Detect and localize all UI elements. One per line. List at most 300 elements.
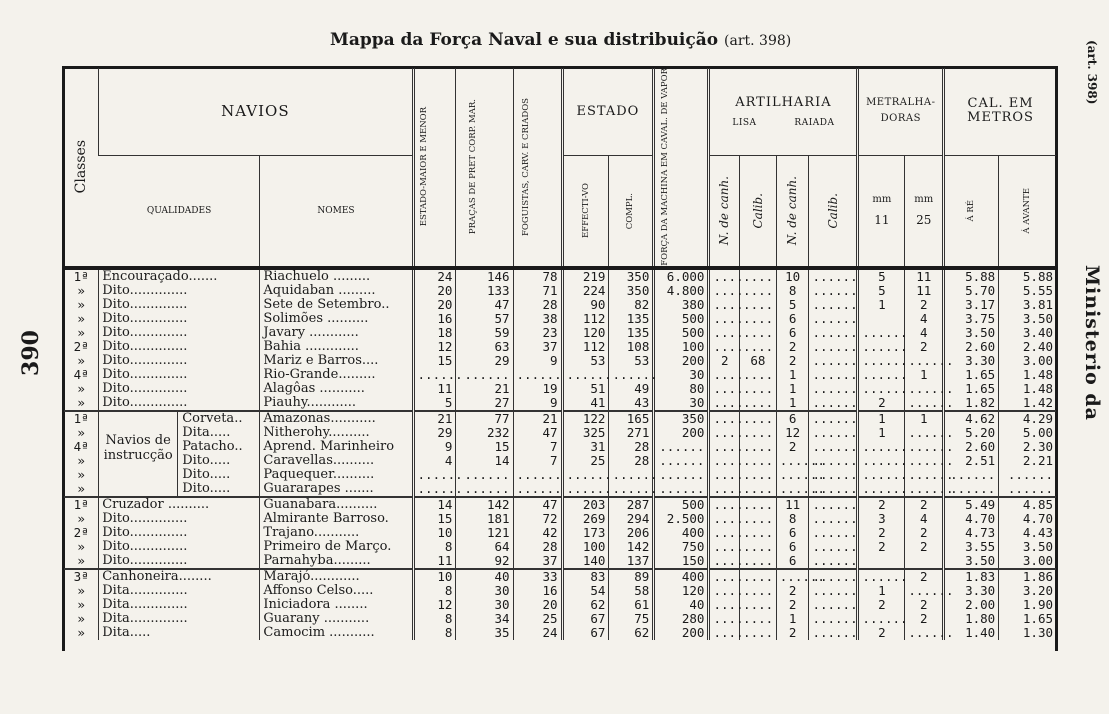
cell-co: 28 <box>609 440 654 454</box>
cell-pr: 47 <box>456 298 513 312</box>
cell-nome: Sete de Setembro.. <box>260 298 413 312</box>
table-row <box>64 540 1056 554</box>
cell-qual: Dito.............. <box>99 382 260 396</box>
cell-re: 4.73 <box>944 526 999 540</box>
cell-re: 1.80 <box>944 612 999 626</box>
cell-m11 <box>858 554 905 569</box>
cell-re: 1.83 <box>944 569 999 584</box>
cell-re: 1.40 <box>944 626 999 640</box>
cell-cl: .... <box>740 411 777 426</box>
cell-pr: 142 <box>456 497 513 512</box>
cell-co: 49 <box>609 382 654 396</box>
cell-ef: 173 <box>562 526 609 540</box>
cell-re: ...... <box>944 482 999 497</box>
cell-fc: 4.800 <box>654 284 709 298</box>
cell-m25: 11 <box>905 284 944 298</box>
cell-re: 3.50 <box>944 554 999 569</box>
cell-av: 1.30 <box>999 626 1056 640</box>
header-compl: COMPL. <box>609 155 654 268</box>
cell-qual-text: Dito..... <box>177 454 230 468</box>
cell-nome: Almirante Barroso. <box>260 512 413 526</box>
table-row <box>64 584 1056 598</box>
cell-fo: 42 <box>513 526 562 540</box>
cell-m11: 5 <box>858 268 905 284</box>
cell-cls: » <box>77 510 85 526</box>
cell-cl: .... <box>740 268 777 284</box>
cell-re: 4.70 <box>944 512 999 526</box>
cell-cls: » <box>77 452 85 468</box>
cell-pr: 232 <box>456 426 513 440</box>
cell-cls: » <box>77 610 85 626</box>
cell-cls: » <box>77 582 85 598</box>
cell-re: 2.60 <box>944 440 999 454</box>
cell-m11: ...... <box>858 454 905 468</box>
cell-cr: ...... <box>809 368 858 382</box>
cell-m25: ...... <box>905 468 944 482</box>
cell-m11: ...... <box>858 569 905 584</box>
cell-cls: 1ª <box>64 497 99 512</box>
table-row <box>64 440 1056 454</box>
cell-nl: .... <box>709 440 740 454</box>
cell-fc: 400 <box>654 569 709 584</box>
cell-re: 5.49 <box>944 497 999 512</box>
header-nomes: NOMES <box>260 155 413 268</box>
cell-em: 8 <box>413 612 456 626</box>
cell-nr: 2 <box>776 584 809 598</box>
cell-nl: .... <box>709 598 740 612</box>
cell-nl: .... <box>709 268 740 284</box>
cell-av: 5.88 <box>999 268 1056 284</box>
cell-co: 294 <box>609 512 654 526</box>
cell-cl: .... <box>740 554 777 569</box>
table-row <box>64 396 1056 411</box>
cell-co: ...... <box>609 482 654 497</box>
cell-cls: 1ª <box>64 411 99 426</box>
table-row <box>64 454 1056 468</box>
cell-m11: 2 <box>858 598 905 612</box>
cell-co: 165 <box>609 411 654 426</box>
cell-em: 5 <box>413 396 456 411</box>
cell-ef: 41 <box>562 396 609 411</box>
cell-cl: .... <box>740 569 777 584</box>
page-title <box>330 30 791 50</box>
cell-m11: ...... <box>858 340 905 354</box>
cell-fc: 280 <box>654 612 709 626</box>
cell-av: 4.85 <box>999 497 1056 512</box>
cell-ef: 51 <box>562 382 609 396</box>
cell-nome: Primeiro de Março. <box>260 540 413 554</box>
cell-pr: 34 <box>456 612 513 626</box>
cell-fc: 30 <box>654 368 709 382</box>
cell-pr: 21 <box>456 382 513 396</box>
cell-m11: ...... <box>858 482 905 497</box>
cell-fc: 2.500 <box>654 512 709 526</box>
cell-pr: 40 <box>456 569 513 584</box>
cell-qual: Dito.............. <box>99 512 260 526</box>
cell-av: 1.65 <box>999 612 1056 626</box>
cell-cl: .... <box>740 298 777 312</box>
cell-m25: 4 <box>905 312 944 326</box>
cell-m11: 2 <box>858 497 905 512</box>
cell-cr: ...... <box>809 512 858 526</box>
cell-av: 2.30 <box>999 440 1056 454</box>
cell-nr: 5 <box>776 298 809 312</box>
cell-nr: 12 <box>776 426 809 440</box>
cell-qual: Dito.............. <box>99 526 260 540</box>
header-effectivo: EFFECTI-VO <box>562 155 609 268</box>
cell-pr: 121 <box>456 526 513 540</box>
cell-re: 1.65 <box>944 382 999 396</box>
cell-cl: .... <box>740 540 777 554</box>
table-row <box>64 340 1056 354</box>
cell-nome: Javary ............ <box>260 326 413 340</box>
cell-co: 206 <box>609 526 654 540</box>
cell-em: 11 <box>413 382 456 396</box>
cell-nr: 1 <box>776 612 809 626</box>
cell-ef: 67 <box>562 626 609 640</box>
header-forca: FORÇA DA MACHINA EM CAVAL. DE VAPOR <box>654 68 709 268</box>
naval-force-table <box>64 68 1056 640</box>
cell-fc: 200 <box>654 354 709 368</box>
cell-fc: ...... <box>654 468 709 482</box>
cell-re: 3.30 <box>944 584 999 598</box>
cell-m11: 1 <box>858 298 905 312</box>
cell-qual <box>99 468 260 482</box>
cell-fo: 28 <box>513 540 562 554</box>
cell-cr: ...... <box>809 284 858 298</box>
cell-nl: .... <box>709 526 740 540</box>
cell-re: 1.65 <box>944 368 999 382</box>
header-n-canh-raiada: N. de canh. <box>776 155 809 268</box>
cell-cls: » <box>77 424 85 440</box>
cell-fc: ...... <box>654 454 709 468</box>
cell-fo: 25 <box>513 612 562 626</box>
cell-co: 58 <box>609 584 654 598</box>
cell-m11 <box>858 312 905 326</box>
cell-av: 3.00 <box>999 554 1056 569</box>
cell-av: 5.00 <box>999 426 1056 440</box>
cell-ef: 100 <box>562 540 609 554</box>
cell-pr: 57 <box>456 312 513 326</box>
cell-av: 1.48 <box>999 368 1056 382</box>
cell-av: 3.40 <box>999 326 1056 340</box>
cell-cl: .... <box>740 468 777 482</box>
cell-qual: Cruzador .......... <box>99 497 260 512</box>
cell-fc: 200 <box>654 626 709 640</box>
cell-cl: .... <box>740 584 777 598</box>
cell-pr: ...... <box>456 482 513 497</box>
table-row <box>64 312 1056 326</box>
cell-av: 5.55 <box>999 284 1056 298</box>
cell-em: 18 <box>413 326 456 340</box>
cell-co: 350 <box>609 284 654 298</box>
header-calib-raiada: Calib. <box>809 155 858 268</box>
cell-cl: .... <box>740 626 777 640</box>
cell-fo: 47 <box>513 497 562 512</box>
cell-qual: Dita.............. <box>99 612 260 626</box>
cell-em: 16 <box>413 312 456 326</box>
header-mm11: mm 11 <box>858 155 905 268</box>
cell-em: 15 <box>413 354 456 368</box>
cell-co: 287 <box>609 497 654 512</box>
cell-av: 3.50 <box>999 312 1056 326</box>
cell-nome: Camocim ........... <box>260 626 413 640</box>
cell-cr: ...... <box>809 482 858 497</box>
table-row <box>64 368 1056 382</box>
cell-nome: Iniciadora ........ <box>260 598 413 612</box>
cell-fc: 500 <box>654 326 709 340</box>
cell-qual <box>99 482 260 497</box>
cell-cls: » <box>77 552 85 568</box>
cell-m25: ...... <box>905 354 944 368</box>
cell-qual-text: Dito..... <box>177 468 230 482</box>
cell-fo: ...... <box>513 368 562 382</box>
cell-em: ...... <box>413 482 456 497</box>
cell-nl: .... <box>709 454 740 468</box>
cell-nome: Guarany ........... <box>260 612 413 626</box>
table-row <box>64 482 1056 497</box>
cell-em: 4 <box>413 454 456 468</box>
cell-cls: » <box>77 480 85 496</box>
cell-qual-text: Patacho.. <box>177 440 242 454</box>
table-row <box>64 598 1056 612</box>
cell-re: 5.70 <box>944 284 999 298</box>
cell-ef: 54 <box>562 584 609 598</box>
cell-fc: 350 <box>654 411 709 426</box>
cell-fc: 100 <box>654 340 709 354</box>
cell-co: 75 <box>609 612 654 626</box>
cell-fc: 380 <box>654 298 709 312</box>
cell-pr: 30 <box>456 598 513 612</box>
cell-m25: 4 <box>905 326 944 340</box>
cell-cls: » <box>77 596 85 612</box>
cell-m25: ...... <box>905 626 944 640</box>
cell-m25: 1 <box>905 368 944 382</box>
cell-m11: ...... <box>858 382 905 396</box>
cell-co: 53 <box>609 354 654 368</box>
cell-m25: ...... <box>905 396 944 411</box>
cell-co: 108 <box>609 340 654 354</box>
cell-fo: 28 <box>513 298 562 312</box>
cell-nr: 2 <box>776 440 809 454</box>
cell-cr: ...... <box>809 526 858 540</box>
cell-nome: Caravellas.......... <box>260 454 413 468</box>
cell-ef: 224 <box>562 284 609 298</box>
cell-av: 2.21 <box>999 454 1056 468</box>
cell-cr: ...... <box>809 312 858 326</box>
cell-nl: .... <box>709 626 740 640</box>
cell-em: ...... <box>413 468 456 482</box>
cell-cr: ...... <box>809 298 858 312</box>
cell-fc: ...... <box>654 482 709 497</box>
cell-nome: Amazonas........... <box>260 411 413 426</box>
cell-re: 3.17 <box>944 298 999 312</box>
cell-qual <box>99 411 260 426</box>
cell-nl: .... <box>709 411 740 426</box>
cell-ef: 269 <box>562 512 609 526</box>
cell-av: 4.29 <box>999 411 1056 426</box>
cell-fo: 78 <box>513 268 562 284</box>
cell-nl: .... <box>709 326 740 340</box>
cell-nome: Nitherohy.......... <box>260 426 413 440</box>
cell-cls: » <box>77 466 85 482</box>
cell-m25: ...... <box>905 426 944 440</box>
cell-nome: Bahia ............. <box>260 340 413 354</box>
header-foguistas: FOGUISTAS, CARV. E CRIADOS <box>513 68 562 268</box>
cell-fc: 200 <box>654 426 709 440</box>
cell-nr: 11 <box>776 497 809 512</box>
cell-m25: 2 <box>905 598 944 612</box>
cell-fc: 6.000 <box>654 268 709 284</box>
cell-fc: 30 <box>654 396 709 411</box>
cell-cr: ...... <box>809 326 858 340</box>
cell-cls: » <box>77 380 85 396</box>
cell-re: 4.62 <box>944 411 999 426</box>
cell-cl: .... <box>740 426 777 440</box>
cell-ef: 140 <box>562 554 609 569</box>
cell-nome: Solimões .......... <box>260 312 413 326</box>
cell-nl: .... <box>709 612 740 626</box>
cell-nl: .... <box>709 312 740 326</box>
cell-m25 <box>905 554 944 569</box>
cell-nr: 2 <box>776 626 809 640</box>
cell-nome: Guararapes ....... <box>260 482 413 497</box>
cell-qual: Dito.............. <box>99 312 260 326</box>
cell-fo: 16 <box>513 584 562 598</box>
cell-re: 5.20 <box>944 426 999 440</box>
cell-nr: ...... <box>776 482 809 497</box>
cell-fo: 7 <box>513 440 562 454</box>
cell-qual: Dita.............. <box>99 598 260 612</box>
cell-cls: 3ª <box>64 569 99 584</box>
cell-qual: Dita..... <box>99 626 260 640</box>
header-estado-maior: ESTADO-MAIOR E MENOR <box>413 68 456 268</box>
cell-fo: 47 <box>513 426 562 440</box>
cell-re: ...... <box>944 468 999 482</box>
cell-em: 8 <box>413 584 456 598</box>
table-row <box>64 554 1056 569</box>
cell-nome: Rio-Grande......... <box>260 368 413 382</box>
cell-nr: 1 <box>776 396 809 411</box>
header-navios: NAVIOS <box>99 68 413 155</box>
cell-cl: .... <box>740 482 777 497</box>
cell-em: ...... <box>413 368 456 382</box>
cell-av: 3.20 <box>999 584 1056 598</box>
cell-cls: » <box>77 310 85 326</box>
cell-m11: ...... <box>858 468 905 482</box>
cell-cl: .... <box>740 526 777 540</box>
cell-cls: 2ª <box>73 338 89 354</box>
cell-re: 2.00 <box>944 598 999 612</box>
cell-qual: Encouraçado....... <box>99 268 260 284</box>
cell-cr: ...... <box>809 554 858 569</box>
cell-m25: 2 <box>905 612 944 626</box>
cell-re: 5.88 <box>944 268 999 284</box>
cell-ef: 219 <box>562 268 609 284</box>
cell-ef: 112 <box>562 312 609 326</box>
cell-cls: 4ª <box>73 366 89 382</box>
cell-cls: » <box>77 624 85 640</box>
header-calib-lisa: Calib. <box>740 155 777 268</box>
table-row <box>64 569 1056 584</box>
table-row <box>64 326 1056 340</box>
cell-m25: 4 <box>905 512 944 526</box>
cell-em: 21 <box>413 411 456 426</box>
cell-co: ...... <box>609 368 654 382</box>
cell-nl: .... <box>709 382 740 396</box>
cell-cl: .... <box>740 326 777 340</box>
cell-ef: 83 <box>562 569 609 584</box>
header-raiada: RAIADA <box>794 117 835 128</box>
cell-pr: 133 <box>456 284 513 298</box>
cell-fc: 750 <box>654 540 709 554</box>
cell-pr: 29 <box>456 354 513 368</box>
cell-av: 4.70 <box>999 512 1056 526</box>
cell-re: 3.50 <box>944 326 999 340</box>
cell-ef: 325 <box>562 426 609 440</box>
cell-co: 61 <box>609 598 654 612</box>
cell-fc: 400 <box>654 526 709 540</box>
cell-ef: 122 <box>562 411 609 426</box>
cell-ef: 120 <box>562 326 609 340</box>
cell-cr: ...... <box>809 340 858 354</box>
cell-m11: 1 <box>858 584 905 598</box>
cell-qual: Dito.............. <box>99 284 260 298</box>
table-body <box>64 268 1056 640</box>
cell-fc: 500 <box>654 497 709 512</box>
table-row <box>64 382 1056 396</box>
cell-re: 3.30 <box>944 354 999 368</box>
cell-cl: .... <box>740 454 777 468</box>
cell-m11: ...... <box>858 612 905 626</box>
cell-m25: ...... <box>905 482 944 497</box>
cell-nr: 1 <box>776 382 809 396</box>
cell-m25: ...... <box>905 454 944 468</box>
table-row <box>64 512 1056 526</box>
cell-m25: 2 <box>905 569 944 584</box>
cell-qual: Dito.............. <box>99 368 260 382</box>
cell-fo: 24 <box>513 626 562 640</box>
header-a-vante: Á AVANTE <box>999 155 1056 268</box>
header-n-canh-lisa: N. de canh. <box>709 155 740 268</box>
cell-em: 8 <box>413 540 456 554</box>
cell-cl: .... <box>740 512 777 526</box>
cell-cr: ...... <box>809 626 858 640</box>
cell-nome: Affonso Celso..... <box>260 584 413 598</box>
cell-cr: ...... <box>809 396 858 411</box>
cell-nr: ...... <box>776 569 809 584</box>
cell-nl: .... <box>709 368 740 382</box>
cell-qual: Canhoneira........ <box>99 569 260 584</box>
cell-cl: .... <box>740 340 777 354</box>
header-pracas: PRAÇAS DE PRET CORP. MAR. <box>456 68 513 268</box>
cell-nr: 6 <box>776 540 809 554</box>
cell-pr: ...... <box>456 468 513 482</box>
cell-av: 4.43 <box>999 526 1056 540</box>
table-row <box>64 497 1056 512</box>
cell-nl: .... <box>709 540 740 554</box>
cell-re: 3.55 <box>944 540 999 554</box>
table-row <box>64 626 1056 640</box>
cell-nr: 2 <box>776 354 809 368</box>
cell-m11: 2 <box>858 526 905 540</box>
cell-pr: 181 <box>456 512 513 526</box>
cell-cl: .... <box>740 440 777 454</box>
cell-cls: » <box>77 282 85 298</box>
side-reference: (art. 398) <box>1085 40 1099 105</box>
title-reference: (art. 398) <box>724 33 792 49</box>
cell-m25: ...... <box>905 382 944 396</box>
